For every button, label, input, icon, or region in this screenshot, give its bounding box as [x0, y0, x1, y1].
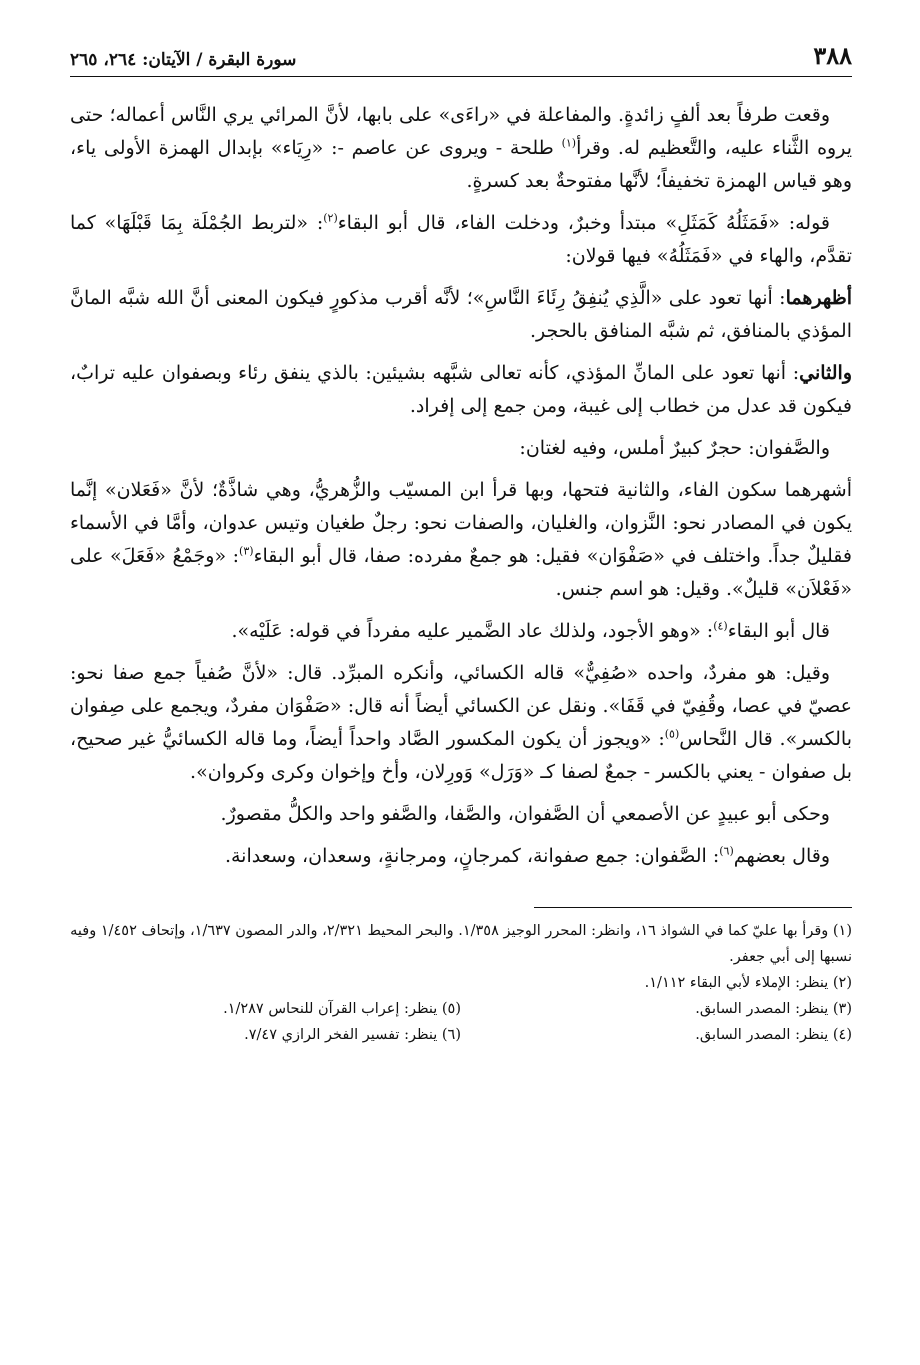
- paragraph-lead: أظهرهما: [785, 287, 852, 309]
- footnote-marker: (٢): [323, 211, 338, 225]
- footnote: (٥) ينظر: إعراب القرآن للنحاس ١/٢٨٧.: [223, 1001, 461, 1017]
- paragraph-text: قوله: «فَمَثَلُهُ كَمَثَلِ» مبتدأ وخبرٌ، ودخلت الفاء، قال أبو البقاء: [337, 212, 830, 234]
- paragraph-text: وقيل: هو مفردٌ، واحده «صُفِيٌّ» قاله الكسائي، وأنكره المبرِّد. قال: «لأنَّ صُفياً جمع صفا نحو: عصيّ في عصا، وقُفِيّ في قَفَا». ونقل عن الكسائي أيضاً أنه قال: «صَفْوَان مفردٌ، ويجمع على صِفوان بالكسر». قال النَّحاس: [70, 662, 852, 750]
- footnote-row: [70, 996, 852, 1022]
- paragraph-text: : «لتربط الجُمْلَة بِمَا قَبْلَهَا» كما تقدَّم، والهاء في «فَمَثَلُهُ» فيها قولان:: [70, 212, 852, 267]
- document-page: [70, 30, 852, 1325]
- paragraph-text: : «ويجوز أن يكون المكسور الصَّاد واحداً أيضاً، وما قاله الكسائيُّ غير صحيح، بل صفوان - يعني بالكسر - جمعٌ لصفا كـ «وَرَل» وَورِلان، وأخ وإخوان وكرى وكروان».: [70, 728, 852, 783]
- paragraph-text: طلحة - ويروى عن عاصم -: «رِيَاء» بإبدال الهمزة الأولى ياء، وهو قياس الهمزة تخفيفاً؛ لأنَّها مفتوحةٌ بعد كسرةٍ.: [70, 137, 852, 192]
- footnote: (٤) ينظر: المصدر السابق.: [695, 1027, 852, 1043]
- footnotes: [70, 918, 852, 1048]
- paragraph: [70, 432, 852, 465]
- footnote-marker: (٦): [719, 844, 734, 858]
- paragraph-text: أشهرهما سكون الفاء، والثانية فتحها، وبها قرأ ابن المسيّب والزُّهريُّ، وهي شاذَّةٌ؛ لأنَّ «فَعَلان» إنَّما يكون في المصادر نحو: النَّزوان، والغليان، والصفات نحو: رجلٌ طغيان وتيس عدوان، وأمَّا في الأسماء فقليلٌ جداً. واختلف في «صَفْوَان» فقيل: هو جمعٌ مفرده: صفا، قال أبو البقاء: [70, 479, 852, 567]
- paragraph-text: وقال بعضهم: [733, 845, 830, 867]
- footnote-marker: (٤): [713, 619, 728, 633]
- page-header: [70, 30, 852, 77]
- footnote-marker: (٣): [239, 544, 254, 558]
- paragraph-text: : أنها تعود على المانِّ المؤذي، كأنه تعالى شبَّهه بشيئين: بالذي ينفق رئاء وبصفوان عليه ترابٌ، فيكون قد عدل من خطاب إلى غيبة، ومن جمع إلى إفراد.: [70, 362, 852, 417]
- footnote-marker: (٥): [664, 727, 680, 741]
- footnote-marker: (١): [561, 136, 577, 150]
- paragraph: [70, 282, 852, 348]
- paragraph-text: والصَّفوان: حجرٌ كبيرٌ أملس، وفيه لغتان:: [519, 437, 830, 459]
- paragraph: [70, 657, 852, 789]
- paragraph: [70, 798, 852, 831]
- paragraph: [70, 357, 852, 423]
- main-text: [70, 99, 852, 873]
- paragraph-text: وحكى أبو عبيدٍ عن الأصمعي أن الصَّفوان، والصَّفا، والصَّفو واحد والكلُّ مقصورٌ.: [220, 803, 830, 825]
- paragraph: [70, 207, 852, 273]
- paragraph-text: : «وجَمْعُ «فَعَلَ» على «فَعْلاَن» قليلٌ». وقيل: هو اسم جنس.: [70, 545, 852, 600]
- paragraph-text: : «وهو الأجود، ولذلك عاد الضَّمير عليه مفرداً في قوله: عَلَيْه».: [231, 620, 714, 642]
- page-number: ٣٨٨: [813, 41, 852, 70]
- paragraph-text: قال أبو البقاء: [727, 620, 830, 642]
- running-title: سورة البقرة / الآيتان: ٢٦٤، ٢٦٥: [70, 50, 297, 70]
- paragraph-text: وقعت طرفاً بعد ألفٍ زائدةٍ. والمفاعلة في «راءَى» على بابها، لأنَّ المرائي يري النَّاس أعماله؛ حتى يروه الثَّناء عليه، والتَّعظيم له. وقرأ: [70, 104, 852, 159]
- paragraph: [70, 474, 852, 606]
- paragraph-text: : الصَّفوان: جمع صفوانة، كمرجانٍ، ومرجانةٍ، وسعدان، وسعدانة.: [224, 845, 720, 867]
- paragraph: [70, 840, 852, 873]
- footnote-row: [70, 1022, 852, 1048]
- footnote: (٦) ينظر: تفسير الفخر الرازي ٧/٤٧.: [244, 1027, 461, 1043]
- footnote: (١) وقرأ بها عليّ كما في الشواذ ١٦، وانظر: المحرر الوجيز ١/٣٥٨. والبحر المحيط ٢/٣٢١، والدر المصون ١/٦٣٧، وإتحاف ١/٤٥٢ وفيه نسبها إلى أبي جعفر.: [70, 923, 852, 965]
- footnote-divider: [534, 907, 852, 908]
- paragraph: [70, 99, 852, 198]
- footnote: (٢) ينظر: الإملاء لأبي البقاء ١/١١٢.: [644, 975, 852, 991]
- paragraph: [70, 615, 852, 648]
- paragraph-lead: والثاني: [799, 362, 852, 384]
- paragraph-text: : أنها تعود على «الَّذِي يُنفِقُ رِئَاءَ النَّاسِ»؛ لأنَّه أقرب مذكورٍ فيكون المعنى أنَّ الله شبَّه المانَّ المؤذي بالمنافق، ثم شبَّه المنافق بالحجر.: [70, 287, 852, 342]
- footnote: (٣) ينظر: المصدر السابق.: [695, 1001, 852, 1017]
